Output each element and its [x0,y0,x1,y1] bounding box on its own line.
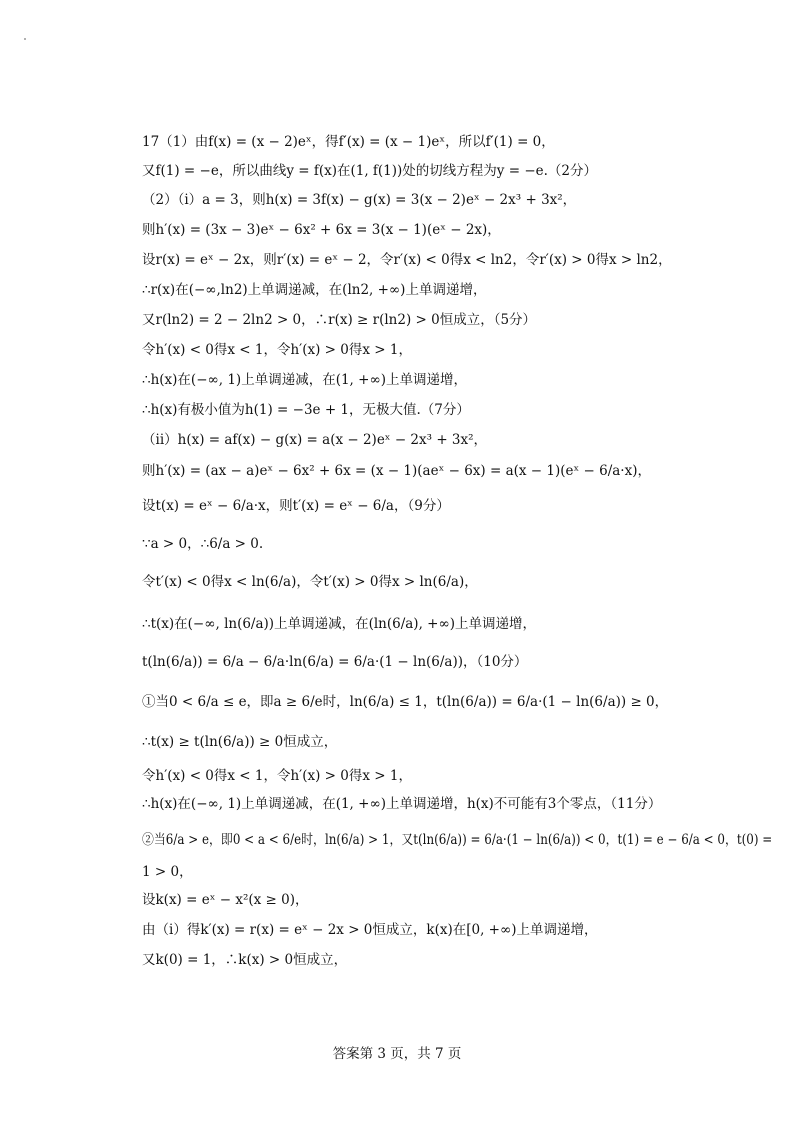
solution-line: 设k(x) = eˣ − x²(x ≥ 0)， [142,892,309,908]
solution-line: ∴t(x)在(−∞, ln(6/a))上单调递减，在(ln(6/a), +∞)上单调递增， [142,616,536,632]
solution-line: 1 > 0， [142,864,193,880]
solution-line: ∴t(x) ≥ t(ln(6/a)) ≥ 0恒成立， [142,734,338,750]
solution-line: 则h′(x) = (3x − 3)eˣ − 6x² + 6x = 3(x − 1)(eˣ − 2x)， [142,222,501,238]
solution-line: ∴h(x)在(−∞, 1)上单调递减，在(1, +∞)上单调递增，h(x)不可能有3个零点，（11分） [142,796,662,812]
solution-line: ∴h(x)在(−∞, 1)上单调递减，在(1, +∞)上单调递增， [142,372,467,388]
solution-line: （ii）h(x) = af(x) − g(x) = a(x − 2)eˣ − 2x³ + 3x²， [142,432,488,448]
solution-line: ①当0 < 6/a ≤ e，即a ≥ 6/e时，ln(6/a) ≤ 1，t(ln(6/a)) = 6/a·(1 − ln(6/a)) ≥ 0， [142,694,669,710]
solution-line: 令h′(x) < 0得x < 1，令h′(x) > 0得x > 1， [142,342,412,358]
scan-speck [24,38,26,40]
solution-line: ②当6/a > e，即0 < a < 6/e时，ln(6/a) > 1，又t(ln(6/a)) = 6/a·(1 − ln(6/a)) < 0，t(1) = e − 6/a < 0，t(0) = [142,832,773,848]
solution-line: ∵a > 0，∴6/a > 0. [142,536,264,552]
solution-line: ∴h(x)有极小值为h(1) = −3e + 1，无极大值.（7分） [142,402,470,418]
solution-line: 由（i）得k′(x) = r(x) = eˣ − 2x > 0恒成立，k(x)在[0, +∞)上单调递增， [142,922,598,938]
solution-line: 又r(ln2) = 2 − 2ln2 > 0，∴r(x) ≥ r(ln2) > 0恒成立，（5分） [142,312,537,328]
solution-line: 又f(1) = −e，所以曲线y = f(x)在(1, f(1))处的切线方程为y = −e.（2分） [142,163,598,179]
solution-line: 17（1）由f(x) = (x − 2)eˣ，得f′(x) = (x − 1)eˣ，所以f′(1) = 0， [142,134,555,150]
solution-line: 又k(0) = 1，∴k(x) > 0恒成立， [142,952,348,968]
solution-line: （2）（i）a = 3，则h(x) = 3f(x) − g(x) = 3(x − 2)eˣ − 2x³ + 3x²， [142,192,577,208]
page-footer: 答案第 3 页，共 7 页 [332,1046,462,1062]
solution-line: 则h′(x) = (ax − a)eˣ − 6x² + 6x = (x − 1)(aeˣ − 6x) = a(x − 1)(eˣ − 6/a·x)， [142,463,651,479]
solution-line: 令h′(x) < 0得x < 1，令h′(x) > 0得x > 1， [142,768,412,784]
solution-line: 设t(x) = eˣ − 6/a·x，则t′(x) = eˣ − 6/a，（9分） [142,498,450,514]
solution-line: 令t′(x) < 0得x < ln(6/a)，令t′(x) > 0得x > ln(6/a)， [142,574,478,590]
solution-line: t(ln(6/a)) = 6/a − 6/a·ln(6/a) = 6/a·(1 − ln(6/a))，（10分） [142,654,528,670]
solution-line: 设r(x) = eˣ − 2x，则r′(x) = eˣ − 2，令r′(x) < 0得x < ln2，令r′(x) > 0得x > ln2， [142,252,672,268]
solution-line: ∴r(x)在(−∞,ln2)上单调递减，在(ln2, +∞)上单调递增， [142,282,487,298]
